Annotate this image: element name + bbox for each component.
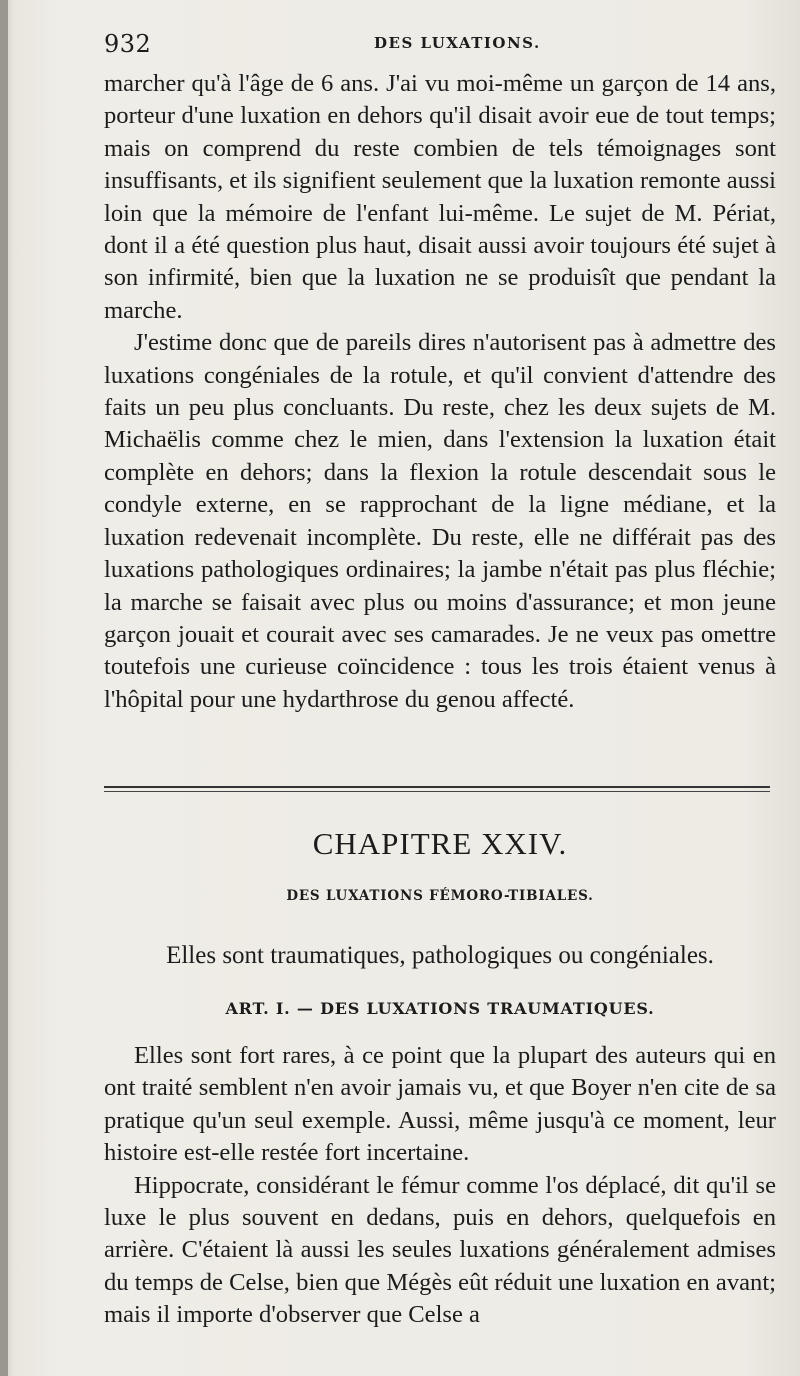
chapter-title: CHAPITRE XXIV. — [312, 826, 568, 861]
binding-edge — [0, 0, 8, 1376]
paragraph: Hippocrate, considérant le fémur comme l'os déplacé, dit qu'il se luxe le plus souvent en dedans, puis en dehors, quelquefois en arrière. C'étaient là aussi les seules luxations généralement admises du temps de Celse, bien que Mégès eût réduit une luxation en avant; mais il importe d'observer que Celse a — [104, 1171, 776, 1329]
page-number: 932 — [104, 30, 152, 58]
text-block-bottom — [104, 1040, 776, 1332]
running-head-title: DES LUXATIONS. — [374, 34, 541, 52]
article-title: ART. I. — DES LUXATIONS TRAUMATIQUES. — [225, 999, 655, 1018]
paragraph: J'estime donc que de pareils dires n'autorisent pas à admettre des luxations congéniales de la rotule, et qu'il convient d'attendre des faits un peu plus concluants. Du reste, chez les deux sujets de M. Michaëlis comme chez le mien, dans l'extension la luxation était complète en dehors; dans la flexion la rotule descendait sous le condyle externe, en se rapprochant de la ligne médiane, et la luxation redevenait incomplète. Du reste, elle ne différait pas des luxations pathologiques ordinaires; la jambe n'était pas plus fléchie; la marche se faisait avec plus ou moins d'assurance; et mon jeune garçon jouait et courait avec ses camarades. Je ne veux pas omettre toutefois une curieuse coïncidence : tous les trois étaient venus à l'hôpital pour une hydarthrose du genou affecté. — [104, 329, 776, 713]
text-block-top — [104, 68, 776, 716]
chapter-subtitle: DES LUXATIONS FÉMORO-TIBIALES. — [286, 888, 594, 904]
paragraph: marcher qu'à l'âge de 6 ans. J'ai vu moi-même un garçon de 14 ans, porteur d'une luxation en dehors qu'il disait avoir eue de tout temps; mais on comprend du reste combien de tels témoignages sont insuffisants, et ils signifient seulement que la luxation remonte aussi loin que la mémoire de l'enfant lui-même. Le sujet de M. Périat, dont il a été question plus haut, disait aussi avoir toujours été sujet à son infirmité, bien que la luxation ne se produisît que pendant la marche. — [104, 70, 776, 324]
paragraph: Elles sont fort rares, à ce point que la plupart des auteurs qui en ont traité semblent n'en avoir jamais vu, et que Boyer n'en cite de sa pratique qu'un seul exemple. Aussi, même jusqu'à ce moment, leur histoire est-elle restée fort incertaine. — [104, 1042, 776, 1167]
chapter-divider — [104, 786, 770, 792]
running-head — [104, 30, 770, 58]
chapter-intro: Elles sont traumatiques, pathologiques ou congéniales. — [166, 942, 714, 969]
